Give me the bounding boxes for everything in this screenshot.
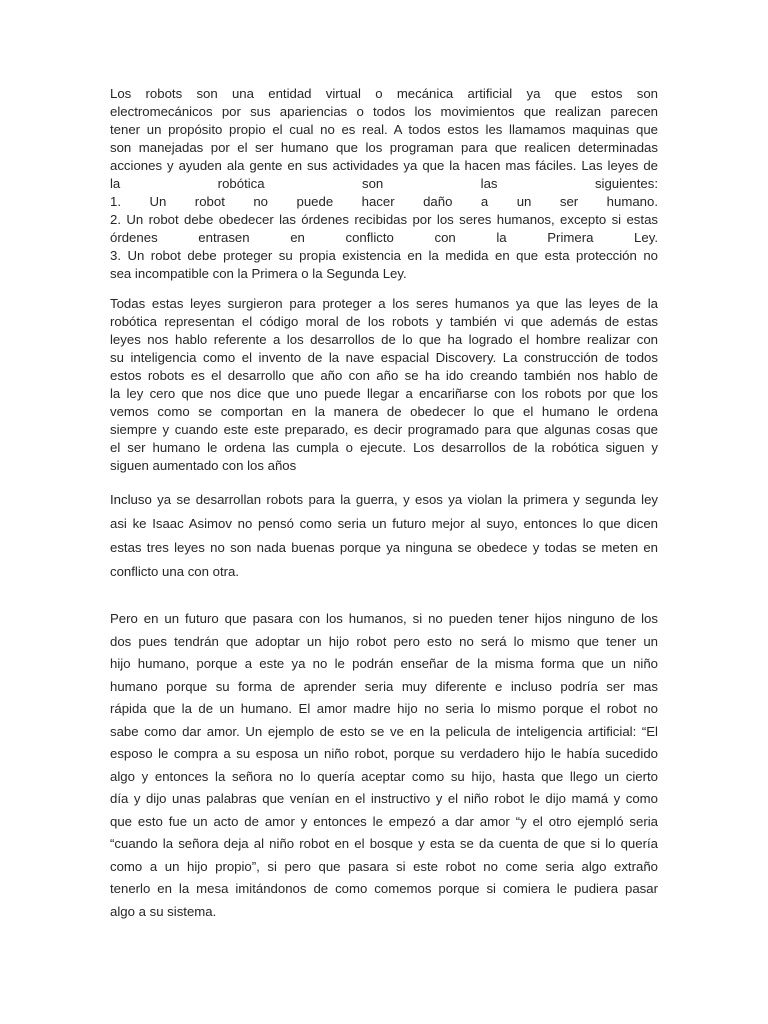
text-line: rápida que la de un humano. El amor madre hijo no seria lo mismo porque el robot no — [110, 701, 658, 716]
paragraph-future-humans — [110, 608, 658, 923]
text-line: Todas estas leyes surgieron para proteger a los seres humanos ya que las leyes de la — [110, 296, 658, 311]
text-line: tenerlo en la mesa imitándonos de como comemos porque si comiera le pudiera pasar — [110, 881, 658, 896]
text-line: su inteligencia como el invento de la nave espacial Discovery. La construcción de todos — [110, 350, 658, 365]
paragraph-intro — [110, 85, 658, 283]
text-line: estos robots es el desarrollo que año con año se ha ido creando también nos hablo de — [110, 368, 658, 383]
text-line-rest: ya se desarrollan robots para la guerra, y esos ya violan la primera y segunda ley — [151, 492, 658, 507]
text-line: robótica representan el código moral de los robots y también vi que además de estas — [110, 314, 658, 329]
text-line: electromecánicos por sus apariencias o todos los movimientos que realizan parecen — [110, 104, 658, 119]
text-line: la robótica son las siguientes: — [110, 176, 658, 191]
text-line: como a un hijo propio”, si pero que pasara si este robot no come seria algo extraño — [110, 858, 658, 874]
text-line: tener un propósito propio el cual no es real. A todos estos les llamamos maquinas que — [110, 122, 658, 137]
text-line: Los robots son una entidad virtual o mecánica artificial ya que estos son — [110, 86, 658, 101]
text-line: algo y entonces la señora no lo quería aceptar como su hijo, hasta que llego un cierto — [110, 768, 658, 784]
text-line: sabe como dar amor. Un ejemplo de esto se ve en la pelicula de inteligencia artificial: “El — [110, 723, 658, 739]
text-line: que esto fue un acto de amor y entonces le empezó a dar amor “y el otro ejempló seria — [110, 813, 658, 829]
text-line: esposo le compra a su esposa un niño robot, porque su verdadero hijo le había sucedido — [110, 746, 658, 761]
text-line: vemos como se comportan en la manera de obedecer lo que el humano le ordena — [110, 404, 658, 419]
text-line — [110, 488, 658, 512]
text-line: 1. Un robot no puede hacer daño a un ser humano. — [110, 194, 658, 209]
text-line: la ley cero que nos dice que uno puede llegar a encariñarse con los robots por que los — [110, 386, 658, 401]
paragraph-war-robots — [110, 488, 658, 584]
text-line: Pero en un futuro que pasara con los humanos, si no pueden tener hijos ninguno de los — [110, 611, 658, 626]
paragraph-laws-discussion — [110, 295, 658, 475]
text-line: estas tres leyes no son nada buenas porque ya ninguna se obedece y todas se meten en — [110, 540, 658, 555]
text-line: día y dijo unas palabras que venían en el instructivo y el niño robot le dijo mamá y como — [110, 791, 658, 806]
text-line: “cuando la señora deja al niño robot en el bosque y esta se da cuenta de que si lo quería — [110, 836, 658, 851]
text-line: son manejadas por el ser humano que los programan para que realicen determinadas — [110, 140, 658, 155]
text-line: acciones y ayuden ala gente en sus actividades ya que la hacen mas fáciles. Las leyes de — [110, 158, 658, 173]
text-line: siempre y cuando este este preparado, es decir programado para que algunas cosas que — [110, 422, 658, 437]
text-line: dos pues tendrán que adoptar un hijo robot pero esto no será lo mismo que tener un — [110, 633, 658, 649]
emphasized-word: Incluso — [110, 492, 152, 507]
text-line: conflicto una con otra. — [110, 564, 240, 579]
text-line: hijo humano, porque a este ya no le podrán enseñar de la misma forma que un niño — [110, 656, 658, 671]
document-page — [110, 85, 658, 923]
text-line: 3. Un robot debe proteger su propia existencia en la medida en que esta protección no — [110, 248, 658, 263]
text-line: algo a su sistema. — [110, 903, 217, 919]
text-line: sea incompatible con la Primera o la Segunda Ley. — [110, 266, 407, 281]
text-line: humano porque su forma de aprender seria muy diferente e incluso podría ser mas — [110, 678, 658, 694]
text-line: el ser humano le ordena las cumpla o ejecute. Los desarrollos de la robótica siguen y — [110, 440, 658, 455]
text-line: siguen aumentado con los años — [110, 458, 297, 473]
text-line: leyes nos hablo referente a los desarrollos de lo que ha logrado el hombre realizar con — [110, 332, 658, 347]
text-line: asi ke Isaac Asimov no pensó como seria un futuro mejor al suyo, entonces lo que dicen — [110, 516, 658, 531]
text-line: órdenes entrasen en conflicto con la Primera Ley. — [110, 230, 658, 245]
text-line: 2. Un robot debe obedecer las órdenes recibidas por los seres humanos, excepto si estas — [110, 212, 658, 227]
